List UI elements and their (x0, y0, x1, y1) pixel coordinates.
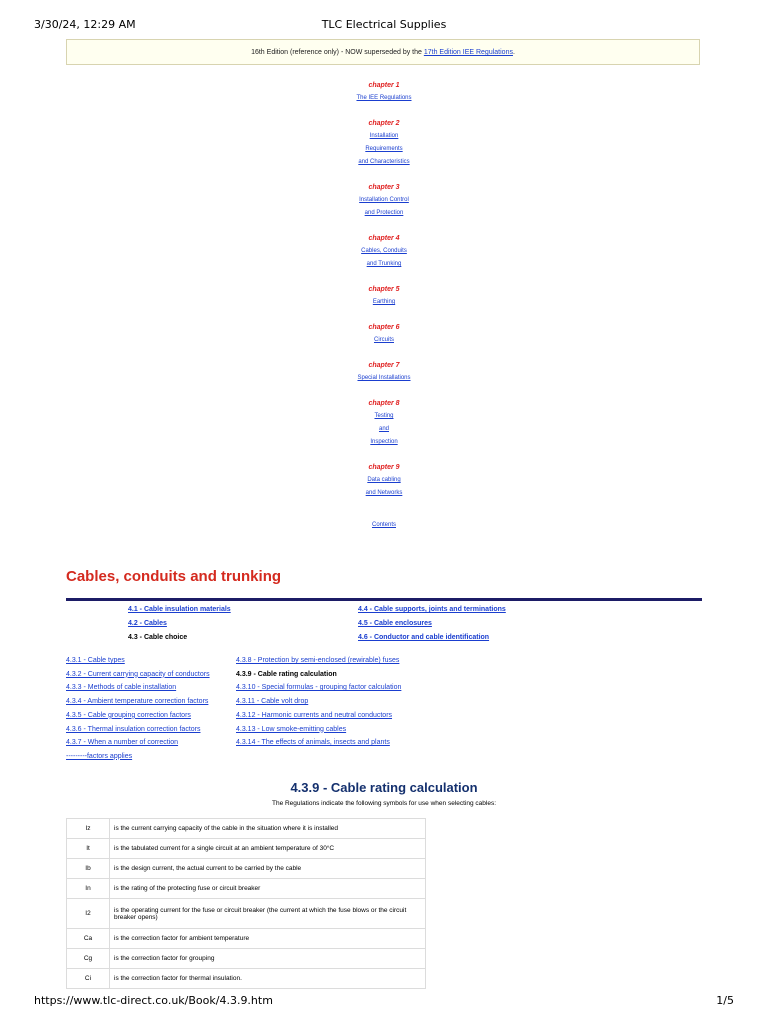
chapter-4-link[interactable]: Cables, Conduits (361, 248, 407, 254)
toc-left (66, 654, 210, 764)
chapter-4 (284, 233, 484, 271)
chapter-9-link[interactable]: Data cabling (367, 477, 401, 483)
chapter-2-title: chapter 2 (368, 120, 400, 127)
description-cell: is the design current, the actual current to be carried by the cable (110, 859, 426, 879)
chapter-2 (284, 118, 484, 169)
table-row (67, 969, 426, 989)
contents-link[interactable]: Contents (371, 522, 396, 528)
chapter-8 (284, 398, 484, 449)
symbol-cell: In (67, 879, 110, 899)
toc-link-4-3-7-cont[interactable]: ---------factors applies (66, 752, 133, 760)
toc-link-4-3-10[interactable]: 4.3.10 - Special formulas - grouping factor calculation (236, 684, 402, 692)
page-heading: 4.3.9 - Cable rating calculation (290, 780, 478, 795)
symbols-table (66, 818, 426, 989)
toc-link-4-3-11[interactable]: 4.3.11 - Cable volt drop (236, 698, 309, 706)
chapter-8-link[interactable]: Testing (374, 413, 394, 419)
section-divider (66, 598, 702, 601)
chapter-1-title: chapter 1 (368, 82, 400, 89)
table-row (67, 929, 426, 949)
subnav-link-4-1[interactable]: 4.1 - Cable insulation materials (128, 606, 231, 613)
chapter-5 (284, 284, 484, 309)
symbol-cell: Ib (67, 859, 110, 879)
symbol-cell: Cg (67, 949, 110, 969)
subnav-right (358, 603, 506, 645)
chapter-7 (284, 360, 484, 385)
description-cell: is the operating current for the fuse or circuit breaker (the current at which the fuse blows or the circuit breaker opens) (110, 899, 426, 929)
chapter-3-title: chapter 3 (368, 184, 400, 191)
subnav-link-4-2[interactable]: 4.2 - Cables (128, 620, 167, 627)
toc-link-4-3-7[interactable]: 4.3.7 - When a number of correction (66, 739, 179, 747)
toc-link-4-3-14[interactable]: 4.3.14 - The effects of animals, insects and plants (236, 739, 390, 747)
subnav-link-4-6[interactable]: 4.6 - Conductor and cable identification (358, 634, 490, 641)
table-row (67, 839, 426, 859)
chapter-7-title: chapter 7 (368, 362, 400, 369)
description-cell: is the correction factor for ambient temperature (110, 929, 426, 949)
chapter-2-link[interactable]: Installation (369, 133, 399, 139)
description-cell: is the current carrying capacity of the cable in the situation where it is installed (110, 819, 426, 839)
symbol-cell: I2 (67, 899, 110, 929)
toc-link-4-3-6[interactable]: 4.3.6 - Thermal insulation correction factors (66, 725, 201, 733)
toc-link-4-3-4[interactable]: 4.3.4 - Ambient temperature correction factors (66, 698, 209, 706)
page-number: 1/5 (716, 994, 734, 1007)
toc-link-4-3-12[interactable]: 4.3.12 - Harmonic currents and neutral conductors (236, 711, 393, 719)
notice-prefix: 16th Edition (reference only) - NOW superseded by the (251, 49, 424, 56)
toc-link-4-3-2[interactable]: 4.3.2 - Current carrying capacity of conductors (66, 670, 210, 678)
17th-edition-link[interactable]: 17th Edition IEE Regulations (423, 49, 513, 56)
notice-suffix: . (512, 49, 515, 56)
chapter-3 (284, 182, 484, 220)
print-header (34, 18, 734, 32)
chapter-7-link[interactable]: Special Installations (357, 375, 411, 381)
section-title: Cables, conduits and trunking (66, 568, 282, 585)
description-cell: is the rating of the protecting fuse or circuit breaker (110, 879, 426, 899)
toc-link-4-3-8[interactable]: 4.3.8 - Protection by semi-enclosed (rewirable) fuses (236, 657, 400, 664)
chapter-5-link[interactable]: Earthing (372, 299, 396, 305)
table-row (67, 819, 426, 839)
chapter-8-link[interactable]: Inspection (370, 439, 398, 445)
chapter-4-link[interactable]: and Trunking (366, 261, 402, 267)
edition-notice (66, 39, 700, 65)
print-date: 3/30/24, 12:29 AM (34, 18, 136, 31)
toc-right (236, 654, 401, 750)
chapter-6 (284, 322, 484, 347)
symbol-cell: Iz (67, 819, 110, 839)
symbol-cell: Ci (67, 969, 110, 989)
subnav-current-4-3: 4.3 - Cable choice (128, 634, 188, 641)
subnav-left (128, 603, 231, 645)
toc-link-4-3-3[interactable]: 4.3.3 - Methods of cable installation (66, 684, 177, 692)
description-cell: is the tabulated current for a single circuit at an ambient temperature of 30°C (110, 839, 426, 859)
symbol-cell: Ca (67, 929, 110, 949)
table-row (67, 879, 426, 899)
description-cell: is the correction factor for grouping (110, 949, 426, 969)
chapter-nav (284, 80, 484, 530)
chapter-2-link[interactable]: and Characteristics (358, 159, 410, 165)
description-cell: is the correction factor for thermal insulation. (110, 969, 426, 989)
chapter-6-link[interactable]: Circuits (373, 337, 394, 343)
table-row (67, 899, 426, 929)
toc-link-4-3-13[interactable]: 4.3.13 - Low smoke-emitting cables (236, 725, 347, 733)
subnav-link-4-4[interactable]: 4.4 - Cable supports, joints and terminations (358, 606, 506, 613)
subnav-link-4-5[interactable]: 4.5 - Cable enclosures (358, 620, 432, 627)
intro-text: The Regulations indicate the following symbols for use when selecting cables: (271, 800, 496, 807)
chapter-6-title: chapter 6 (368, 324, 400, 331)
chapter-3-link[interactable]: Installation Control (359, 197, 409, 203)
chapter-8-title: chapter 8 (368, 400, 400, 407)
chapter-8-link[interactable]: and (378, 426, 389, 432)
chapter-9-title: chapter 9 (368, 464, 400, 471)
toc-current-4-3-9: 4.3.9 - Cable rating calculation (236, 670, 337, 678)
chapter-5-title: chapter 5 (368, 286, 400, 293)
print-title: TLC Electrical Supplies (321, 18, 447, 31)
chapter-2-link[interactable]: Requirements (365, 146, 403, 152)
toc-link-4-3-5[interactable]: 4.3.5 - Cable grouping correction factors (66, 711, 191, 719)
table-row (67, 859, 426, 879)
chapter-9 (284, 462, 484, 500)
table-row (67, 949, 426, 969)
chapter-9-link[interactable]: and Networks (365, 490, 403, 496)
chapter-1-link[interactable]: The IEE Regulations (356, 95, 412, 101)
chapter-4-title: chapter 4 (368, 235, 400, 242)
symbol-cell: It (67, 839, 110, 859)
toc-link-4-3-1[interactable]: 4.3.1 - Cable types (66, 657, 125, 664)
print-footer (34, 994, 734, 1008)
print-url: https://www.tlc-direct.co.uk/Book/4.3.9.htm (34, 994, 273, 1007)
chapter-3-link[interactable]: and Protection (364, 210, 404, 216)
chapter-1 (284, 80, 484, 105)
